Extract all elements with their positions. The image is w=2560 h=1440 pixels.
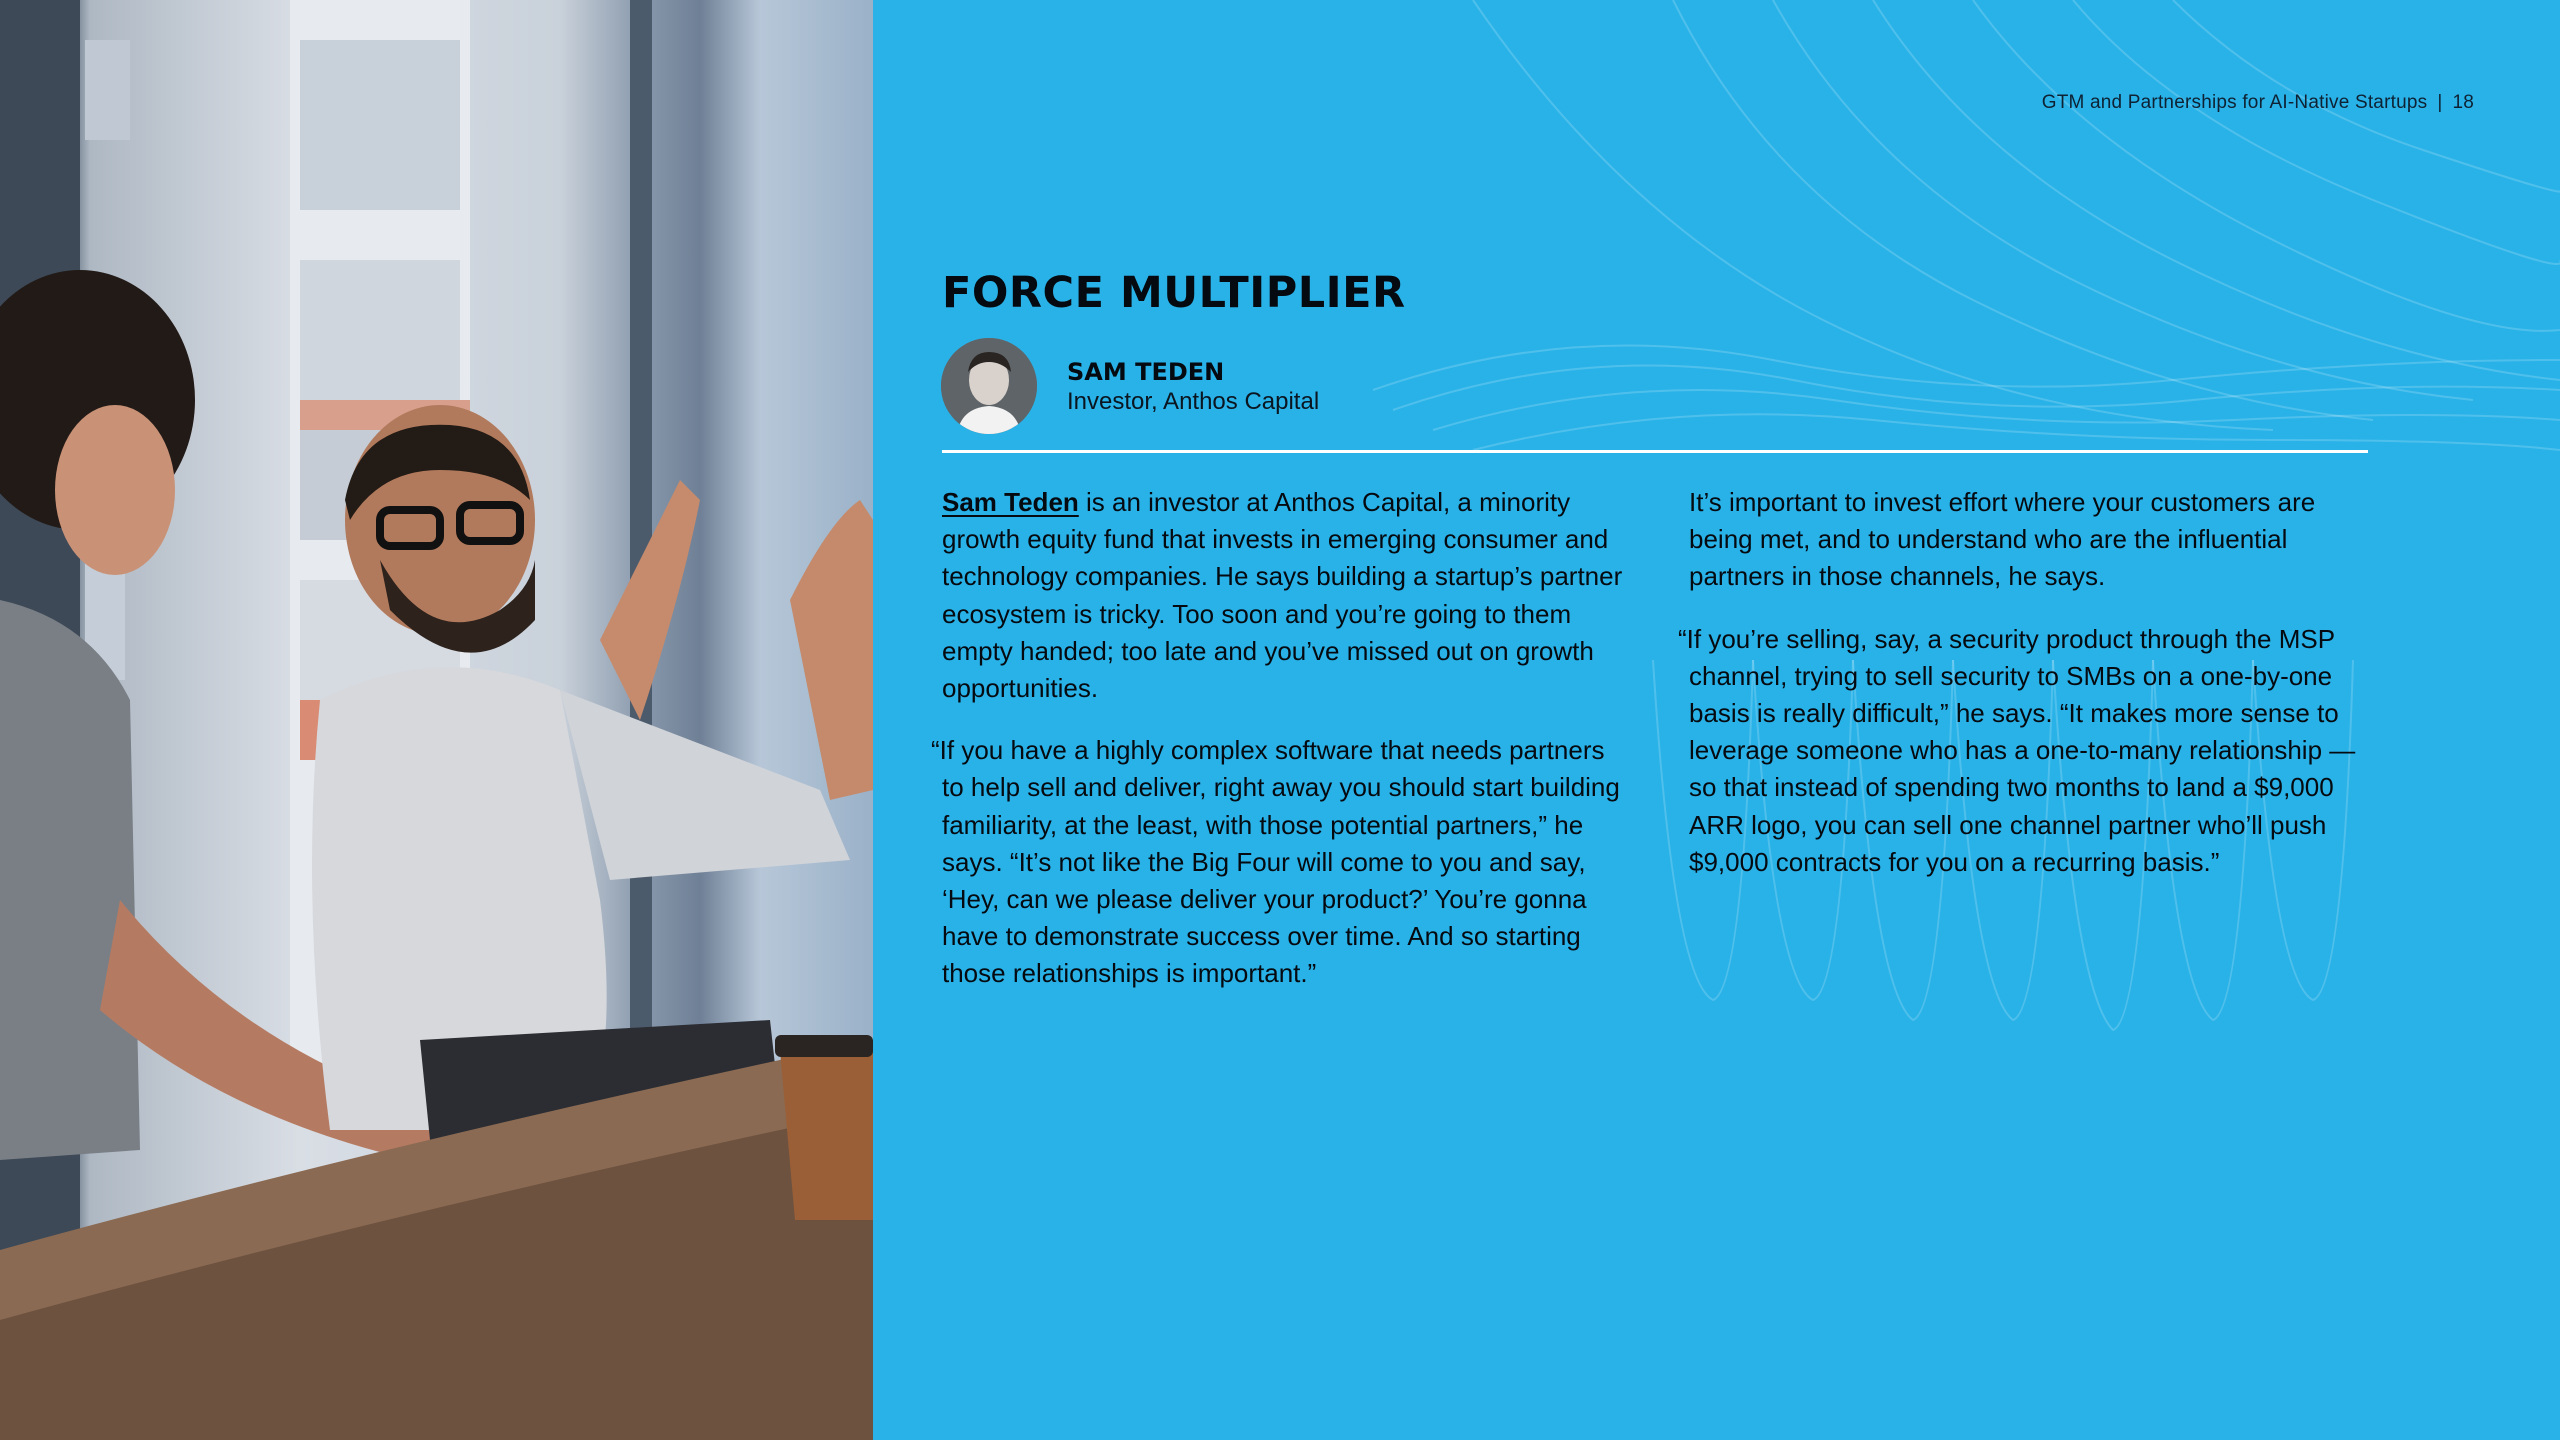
office-meeting-photo — [0, 0, 873, 1440]
body-paragraph: It’s important to invest effort where your customers are being met, and to understand who are the influential partners in those channels, he says. — [1689, 487, 2316, 592]
author-link[interactable]: Sam Teden — [942, 487, 1079, 517]
article-column-left — [931, 484, 1632, 1018]
page-number: 18 — [2452, 92, 2474, 113]
section-divider — [942, 450, 2368, 453]
intro-paragraph-text: is an investor at Anthos Capital, a minority growth equity fund that invests in emerging consumer and technology companies. He says building a startup’s partner ecosystem is tricky. Too soon and you’re going to them empty handed; too late and you’ve missed out on growth opportunities. — [942, 487, 1623, 704]
publication-title: GTM and Partnerships for AI-Native Startups — [2041, 92, 2428, 113]
article-title: FORCE MULTIPLIER — [942, 268, 1406, 318]
header-separator: | — [2437, 92, 2443, 113]
author-name: SAM TEDEN — [1067, 358, 1225, 386]
author-role: Investor, Anthos Capital — [1067, 388, 1320, 415]
author-avatar — [941, 338, 1037, 434]
quote-paragraph-1: “If you have a highly complex software that needs partners to help sell and deliver, right away you should start building familiarity, at the least, with those potential partners,” he says. “It’s not like the Big Four will come to you and say, ‘Hey, can we please deliver your product?’ You’re gonna have to demonstrate success over time. And so starting those relationships is important.” — [931, 735, 1620, 989]
intro-paragraph — [942, 484, 1632, 707]
quote-paragraph-2: “If you’re selling, say, a security product through the MSP channel, trying to sell security to SMBs on a one-by-one basis is really difficult,” he says. “It makes more sense to leverage someone who has a one-to-many relationship — so that instead of spending two months to land a $9,000 ARR logo, you can sell one channel partner who’ll push $9,000 contracts for you on a recurring basis.” — [1678, 623, 2356, 877]
article-column-right — [1678, 484, 2379, 906]
running-header — [2042, 92, 2474, 114]
